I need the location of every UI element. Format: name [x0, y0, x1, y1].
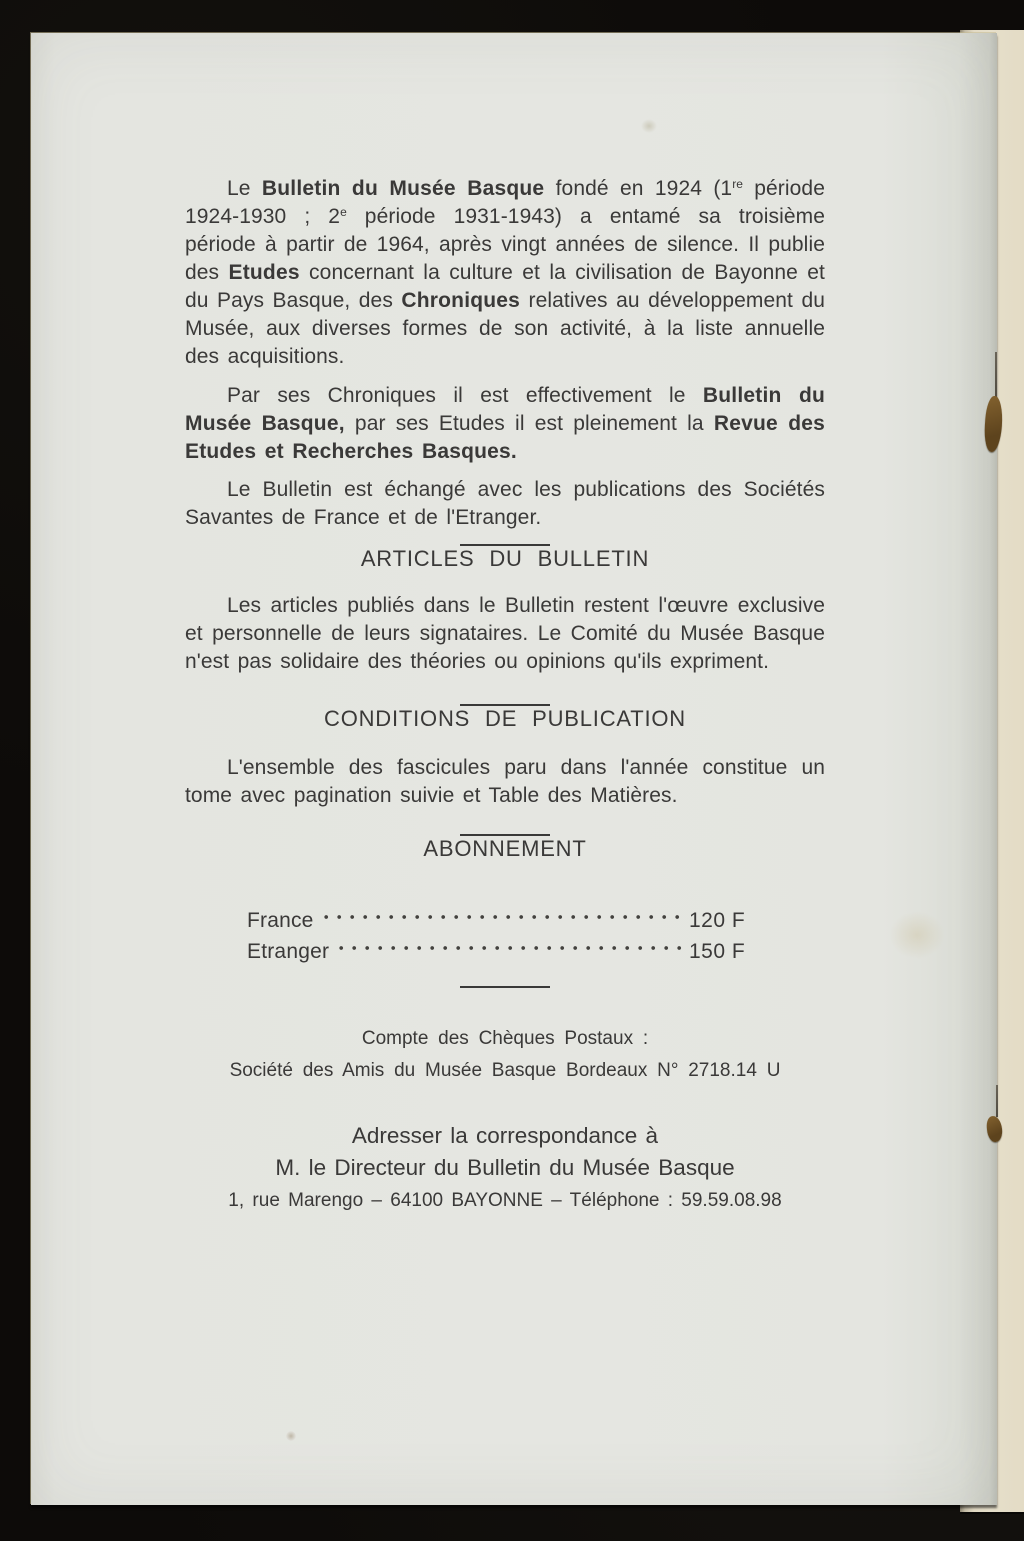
correspondence-intro-line: Adresser la correspondance à: [351, 1123, 659, 1148]
subscription-price-table: [247, 896, 765, 963]
subscription-row-etranger: [247, 927, 765, 963]
postal-society-line: Société des Amis du Musée Basque Bordeaux N° 2718.14 U: [229, 1060, 781, 1081]
intro-text: relatives au développement du Musée, aux diverses formes de son activité, à la liste annuelle des acquisitions.: [185, 289, 825, 368]
dot-leader: [324, 896, 683, 927]
bulletin-title-bold: Bulletin du Musée Basque,: [185, 384, 825, 435]
bulletin-title-bold: Bulletin du Musée Basque: [261, 177, 545, 200]
role-text: par ses Etudes il est pleinement la: [344, 412, 714, 435]
subscription-row-france: [247, 896, 765, 932]
ordinal-superscript: e: [340, 205, 347, 219]
correspondence-director-line: M. le Directeur du Bulletin du Musée Basque: [275, 1155, 735, 1180]
intro-paragraph: [185, 175, 825, 371]
role-text: Par ses Chroniques il est effectivement le: [227, 384, 703, 407]
exchange-paragraph: Le Bulletin est échangé avec les publications des Sociétés Savantes de France et de l'Etranger.: [185, 478, 825, 529]
revue-title-bold: Revue des Etudes et Recherches Basques.: [185, 412, 825, 463]
correspondence-block: [185, 1120, 825, 1184]
section-divider: [460, 986, 550, 988]
publication-role-paragraph: [185, 382, 825, 466]
abonnement-heading: ABONNEMENT: [423, 836, 587, 861]
articles-heading: ARTICLES DU BULLETIN: [360, 546, 650, 571]
intro-text: Le: [227, 177, 262, 200]
chroniques-bold: Chroniques: [401, 289, 521, 312]
dot-leader: [339, 927, 683, 958]
price-label: France: [247, 909, 314, 932]
postal-account-line: Compte des Chèques Postaux :: [361, 1028, 649, 1049]
page-content: [31, 33, 997, 1505]
correspondence-address-line: 1, rue Marengo – 64100 BAYONNE – Téléphone : 59.59.08.98: [228, 1190, 782, 1211]
binding-stitch-line: [996, 1085, 998, 1117]
intro-text: concernant la culture et la civilisation de Bayonne et du Pays Basque, des: [185, 261, 825, 312]
intro-text: période 1924-1930 ; 2: [185, 177, 825, 228]
intro-text: période 1931-1943) a entamé sa troisième période à partir de 1964, après vingt années de silence. Il publie des: [185, 205, 825, 284]
etudes-bold: Etudes: [228, 261, 300, 284]
intro-text: fondé en 1924 (1: [544, 177, 733, 200]
conditions-heading: CONDITIONS DE PUBLICATION: [324, 706, 686, 731]
articles-body: Les articles publiés dans le Bulletin restent l'œuvre exclusive et personnelle de leurs signataires. Le Comité du Musée Basque n'est pas solidaire des théories ou opinions qu'ils expriment.: [185, 594, 825, 673]
ordinal-superscript: re: [732, 177, 743, 191]
conditions-body: L'ensemble des fascicules paru dans l'année constitue un tome avec pagination suivie et Table des Matières.: [185, 756, 825, 807]
price-value: 150 F: [689, 940, 746, 963]
binding-stitch-line: [995, 352, 997, 398]
price-label: Etranger: [247, 940, 330, 963]
document-page: [31, 33, 997, 1505]
price-value: 120 F: [689, 909, 746, 932]
